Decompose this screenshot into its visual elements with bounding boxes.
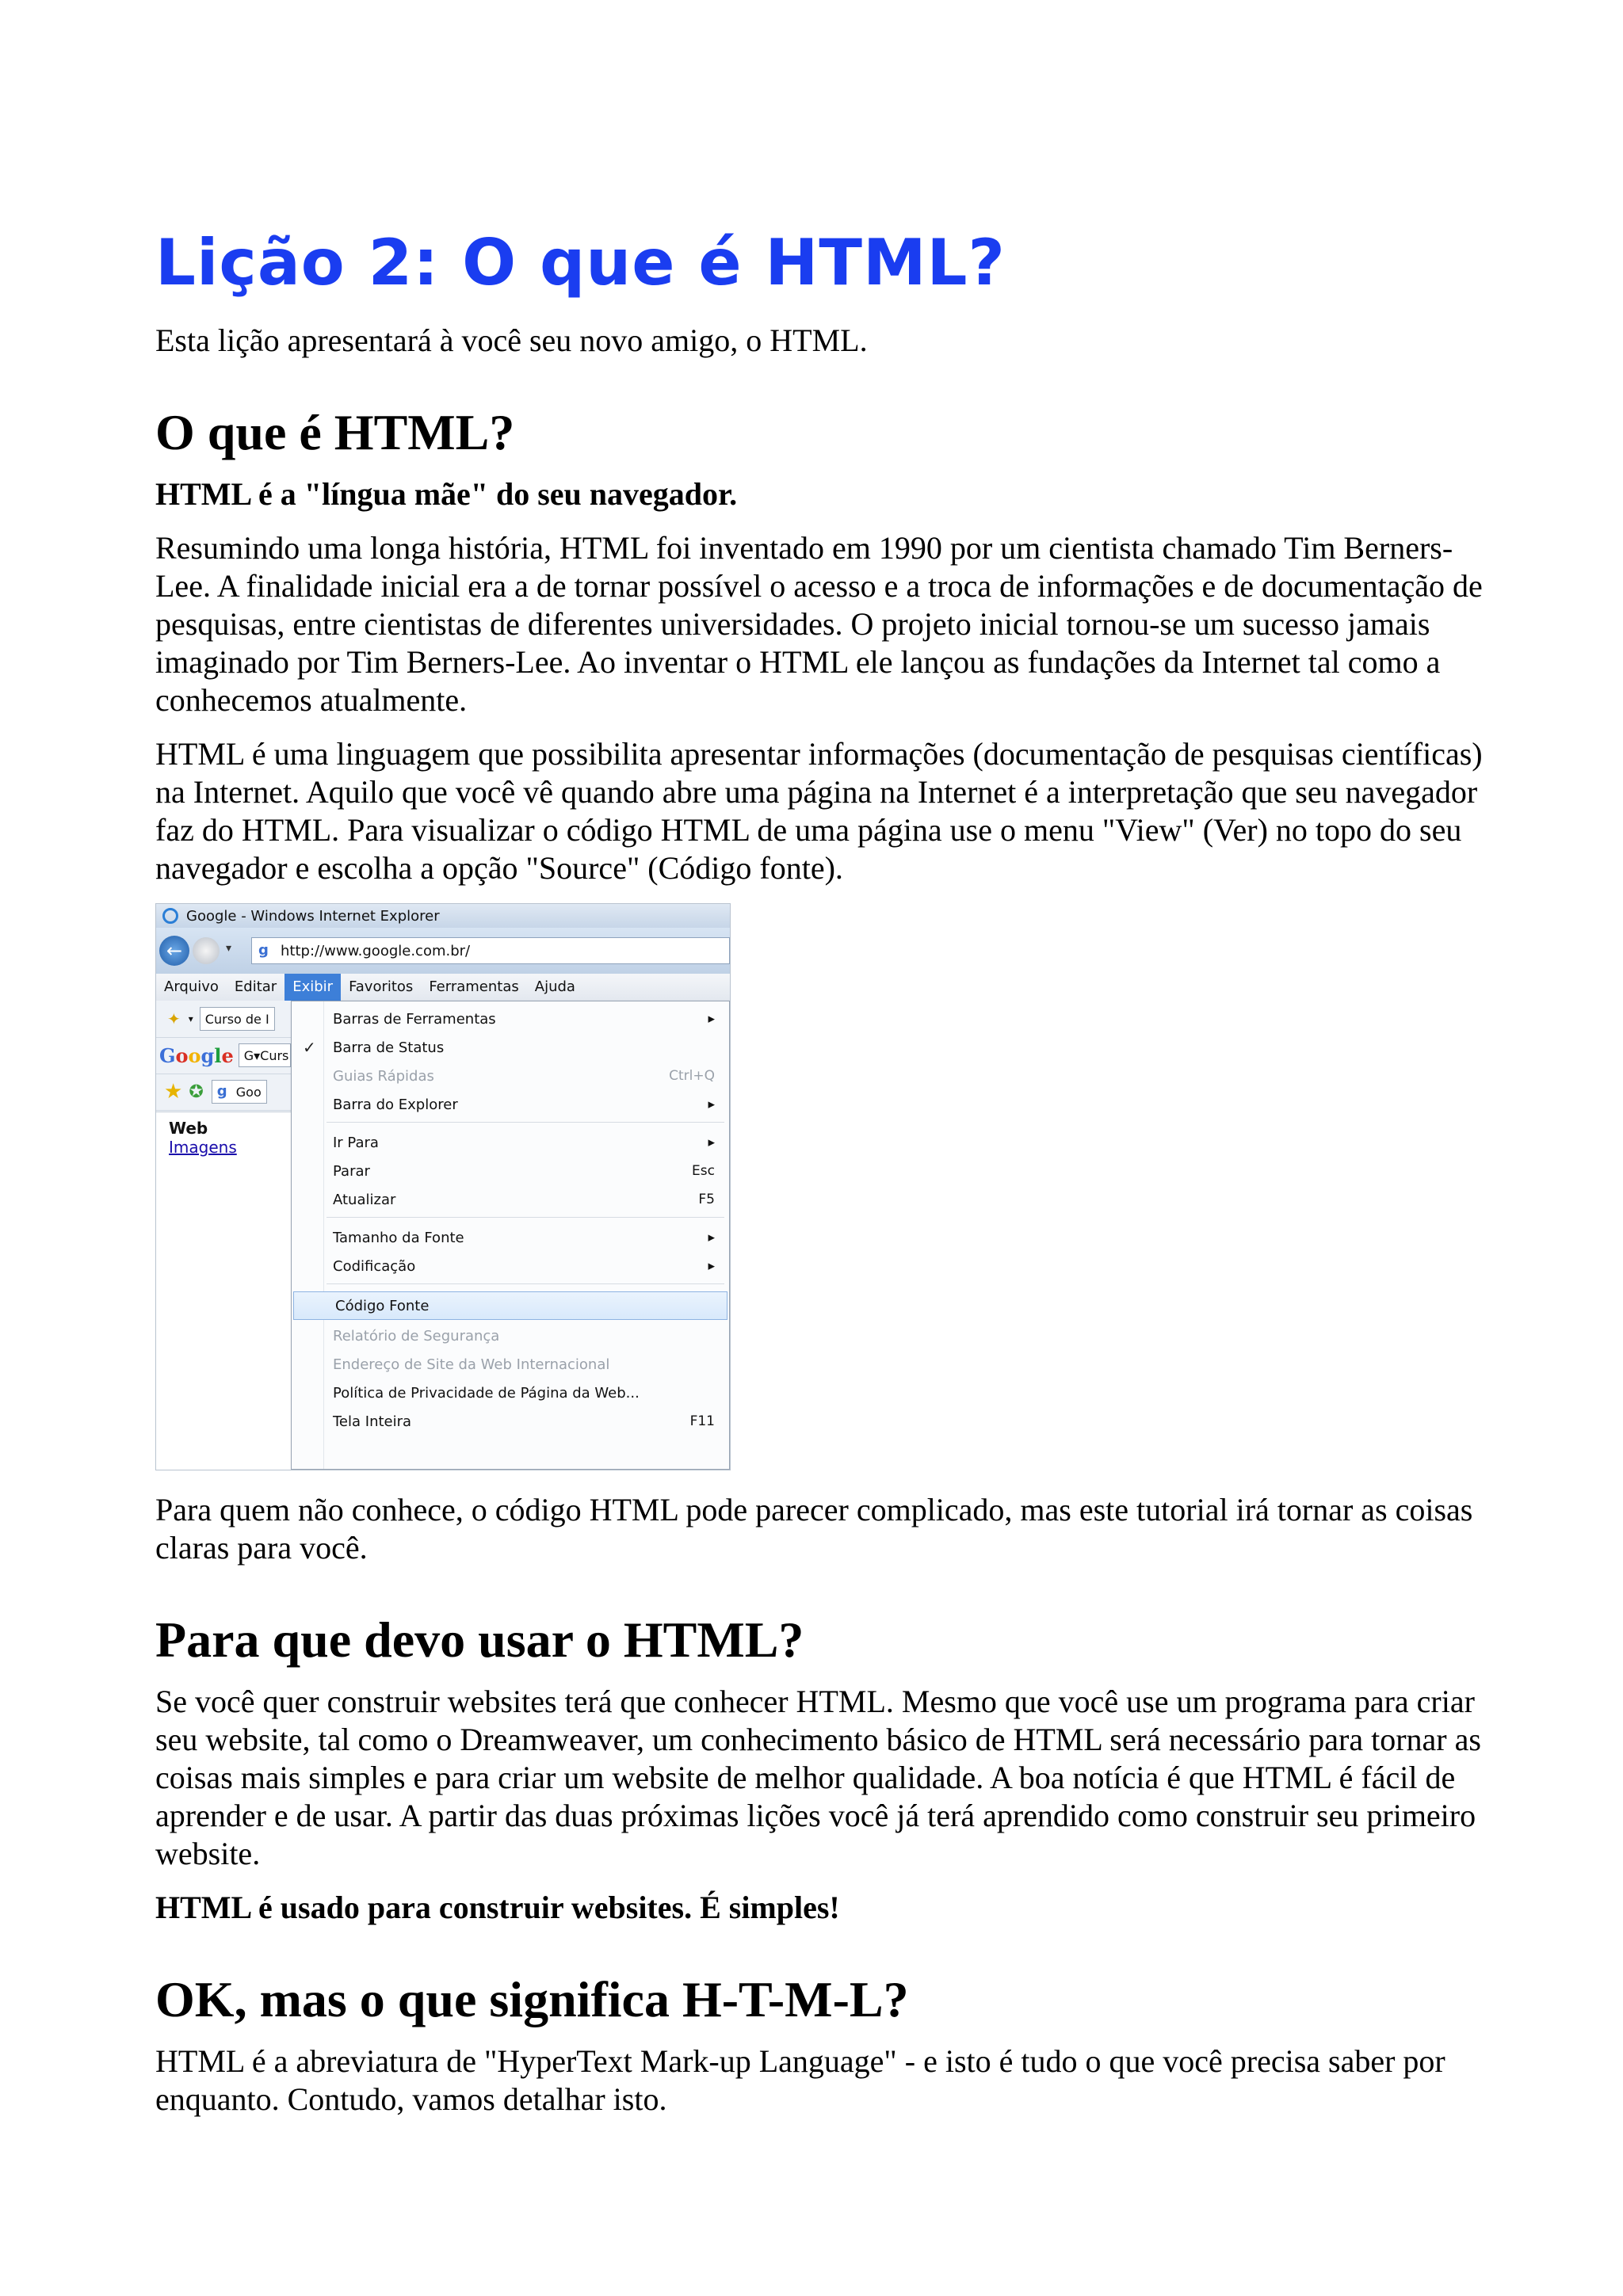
chevron-right-icon: ▸ [708, 1230, 715, 1245]
menu-arquivo[interactable]: Arquivo [164, 978, 219, 995]
menu-item-codigo-fonte[interactable]: Código Fonte [293, 1291, 727, 1320]
search-type-tabs [156, 1112, 291, 1157]
address-url: http://www.google.com.br/ [281, 942, 471, 959]
menu-item-barras-de-ferramentas[interactable]: Barras de Ferramentas ▸ [333, 1010, 715, 1028]
menu-item-barra-de-status[interactable]: ✓ Barra de Status [303, 1038, 445, 1057]
section-html-meaning [155, 1971, 1487, 2119]
google-toolbar [156, 1037, 291, 1074]
browser-screenshot-figure [155, 903, 731, 1470]
menu-item-atualizar[interactable]: Atualizar F5 [333, 1191, 715, 1208]
tab-images[interactable]: Imagens [169, 1138, 237, 1157]
search-toolbar [156, 1001, 291, 1038]
address-toolbar [156, 928, 730, 974]
menu-item-relatorio-de-seguranca[interactable]: Relatório de Segurança [333, 1327, 500, 1344]
chevron-down-icon[interactable]: ▾ [226, 942, 232, 955]
chevron-right-icon: ▸ [708, 1258, 715, 1274]
lesson-title: Lição 2: O que é HTML? [155, 226, 1006, 299]
window-title: Google - Windows Internet Explorer [186, 907, 440, 925]
google-favicon-icon: g [258, 942, 269, 959]
menu-item-guias-rapidas[interactable]: Guias Rápidas Ctrl+Q [333, 1067, 715, 1085]
menu-item-codificacao[interactable]: Codificação ▸ [333, 1257, 715, 1275]
document-page [155, 226, 1487, 2119]
back-arrow-icon[interactable]: ← [159, 936, 189, 966]
star-icon[interactable]: ★ [164, 1080, 183, 1104]
add-favorite-icon[interactable]: ✪ [189, 1081, 204, 1102]
menu-editar[interactable]: Editar [234, 978, 277, 995]
section-bold-statement: HTML é usado para construir websites. É simples! [155, 1890, 840, 1925]
section-bold-statement: HTML é a "língua mãe" do seu navegador. [155, 476, 738, 512]
tab-web[interactable]: Web [169, 1119, 208, 1138]
toolbar-area [156, 1001, 291, 1470]
section-paragraph: HTML é uma linguagem que possibilita apresentar informações (documentação de pesquisas científicas) na Internet. Aquilo que você vê quando abre uma página na Internet é a interpretação que seu navegador faz do HTML. Para visualizar o código HTML de uma página use o menu "View" (Ver) no topo do seu navegador e escolha a opção "Source" (Código fonte). [155, 736, 1483, 886]
menu-separator [327, 1283, 724, 1284]
section-paragraph: Resumindo uma longa história, HTML foi inventado em 1990 por um cientista chamado Tim Berners-Lee. A finalidade inicial era a de tornar possível o acesso e a troca de informações e de documentação de pesquisas, entre cientistas de diferentes universidades. O projeto inicial tornou-se um sucesso jamais imaginado por Tim Berners-Lee. Ao inventar o HTML ele lançou as fundações da Internet tal como a conhecemos atualmente. [155, 530, 1483, 718]
menu-exibir[interactable]: Exibir [285, 974, 341, 1001]
menu-ferramentas[interactable]: Ferramentas [429, 978, 519, 995]
toolbar-search-input[interactable]: Curso de I [200, 1007, 275, 1031]
chevron-right-icon: ▸ [708, 1011, 715, 1027]
menu-separator [327, 1217, 724, 1218]
forward-button[interactable] [193, 937, 220, 964]
menu-separator [327, 1122, 724, 1123]
intro-paragraph: Esta lição apresentará à você seu novo amigo, o HTML. [155, 322, 868, 358]
menu-bar [156, 974, 730, 1001]
menu-item-parar[interactable]: Parar Esc [333, 1162, 715, 1180]
section-paragraph: Para quem não conhece, o código HTML pode parecer complicado, mas este tutorial irá tornar as coisas claras para você. [155, 1492, 1473, 1566]
ie-logo-icon [162, 908, 178, 924]
menu-item-ir-para[interactable]: Ir Para ▸ [333, 1134, 715, 1151]
section-paragraph: HTML é a abreviatura de "HyperText Mark-up Language" - e isto é tudo o que você precisa saber por enquanto. Contudo, vamos detalhar isto. [155, 2043, 1445, 2117]
chevron-down-icon[interactable]: ▾ [188, 1013, 193, 1024]
menu-item-barra-do-explorer[interactable]: Barra do Explorer ▸ [333, 1096, 715, 1113]
address-bar[interactable] [251, 937, 730, 964]
favorites-tab-row [156, 1074, 291, 1111]
exibir-dropdown-menu [291, 1001, 730, 1470]
menu-item-tela-inteira[interactable]: Tela Inteira F11 [333, 1413, 715, 1430]
google-logo: Google [159, 1043, 234, 1067]
menu-item-politica-de-privacidade[interactable]: Política de Privacidade de Página da Web... [333, 1384, 640, 1402]
page-content-area [156, 1112, 291, 1470]
checkmark-icon: ✓ [303, 1038, 316, 1057]
section-paragraph: Se você quer construir websites terá que conhecer HTML. Mesmo que você use um programa para criar seu website, tal como o Dreamweaver, um conhecimento básico de HTML será necessário para tornar as coisas mais simples e para criar um website de melhor qualidade. A boa notícia é que HTML é fácil de aprender e de usar. A partir das duas próximas lições você já terá aprendido como construir seu primeiro website. [155, 1684, 1481, 1871]
section-heading-html-meaning: OK, mas o que significa H-T-M-L? [155, 1971, 909, 2027]
menu-item-tamanho-da-fonte[interactable]: Tamanho da Fonte ▸ [333, 1229, 715, 1246]
windows-flag-icon: ✦ [167, 1009, 181, 1028]
google-search-input[interactable]: G▾ Curs [239, 1043, 291, 1067]
section-heading-what-is-html: O que é HTML? [155, 404, 515, 460]
section-heading-why-use-html: Para que devo usar o HTML? [155, 1611, 804, 1668]
menu-ajuda[interactable]: Ajuda [534, 978, 575, 995]
window-title-bar [156, 904, 730, 928]
section-why-use-html [155, 1611, 1487, 1927]
browser-tab[interactable]: g Goo [212, 1080, 267, 1104]
menu-item-endereco-internacional[interactable]: Endereço de Site da Web Internacional [333, 1356, 610, 1373]
chevron-right-icon: ▸ [708, 1097, 715, 1112]
chevron-right-icon: ▸ [708, 1135, 715, 1150]
menu-favoritos[interactable]: Favoritos [349, 978, 414, 995]
